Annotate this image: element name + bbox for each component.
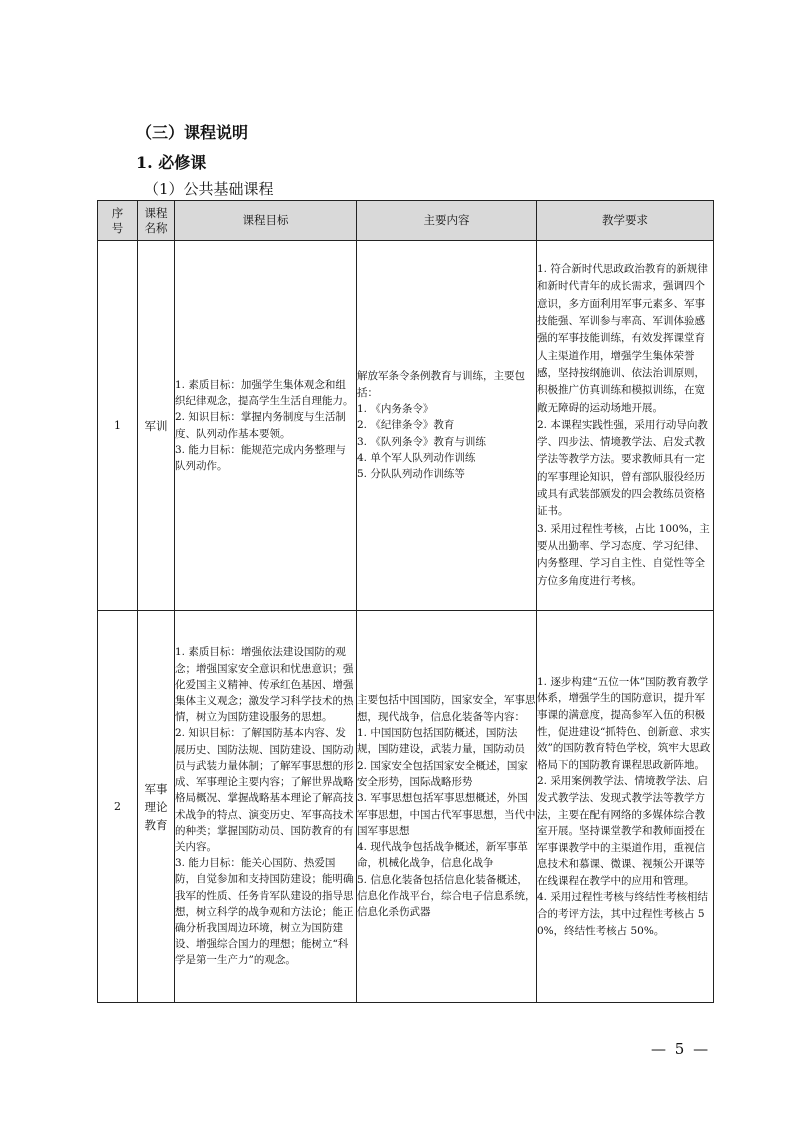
row-course-name: 军训 xyxy=(138,241,175,611)
header-index xyxy=(98,201,138,241)
content-item: 主要包括中国国防，国家安全，军事思想，现代战争，信息化装备等内容： xyxy=(357,694,536,723)
content-item: 3. 《队列条令》教育与训练 xyxy=(357,435,486,448)
requirement-item: 1. 符合新时代思政政治教育的新规律和新时代青年的成长需求，强调四个意识，多方面利用军事元素多、军事技能强、军训参与率高、军训体验感强的军事技能训练，有效发挥课堂育人主渠道作用，增强学生集体荣誉感，坚持按纲施训、依法治训原则，积极推广仿真训练和模拟训练，在宽敞无障碍的运动场地开展。 xyxy=(537,263,708,414)
requirement-item: 2. 采用案例教学法、情境教学法、启发式教学法、发现式教学法等教学方法，主要在配有网络的多媒体综合教室开展。坚持课堂教学和教师面授在军事课教学中的主渠道作用，重视信息技术和慕课、微课、视频公开课等在线课程在教学中的应用和管理。 xyxy=(537,775,708,887)
page-number: — 5 — xyxy=(651,1040,711,1058)
row-index: 1 xyxy=(98,241,138,611)
course-table xyxy=(97,200,714,1003)
content-item: 解放军条令条例教育与训练，主要包括： xyxy=(357,370,525,399)
content-item: 4. 单个军人队列动作训练 xyxy=(357,451,476,464)
content-item: 2. 《纪律条令》教育 xyxy=(357,419,455,432)
table-row xyxy=(98,611,714,1003)
content-item: 4. 现代战争包括战争概述，新军事革命，机械化战争，信息化战争 xyxy=(357,841,528,870)
table-header-row xyxy=(98,201,714,241)
goal-item: 2. 知识目标：掌握内务制度与生活制度、队列动作基本要领。 xyxy=(175,411,346,440)
header-requirements: 教学要求 xyxy=(537,201,714,241)
subsubsection-heading: （1）公共基础课程 xyxy=(144,180,274,198)
requirement-item: 1. 逐步构建“五位一体”国防教育教学体系，增强学生的国防意识，提升军事课的满意度，提高参军入伍的积极性，促进建设“抓特色、创新意、求实效”的国防教育特色学校，筑牢大思政格局下的国防教育课程思政新阵地。 xyxy=(537,675,711,771)
row-content xyxy=(357,241,537,611)
header-name xyxy=(138,201,175,241)
content-item: 5. 信息化装备包括信息化装备概述，信息化作战平台，综合电子信息系统，信息化杀伤武器 xyxy=(357,873,536,919)
content-item: 1. 中国国防包括国防概述，国防法规，国防建设，武装力量，国防动员 xyxy=(357,727,525,756)
goal-item: 1. 素质目标：加强学生集体观念和组织纪律观念，提高学生生活自理能力。 xyxy=(175,378,354,407)
content-item: 3. 军事思想包括军事思想概述，外国军事思想，中国古代军事思想，当代中国军事思想 xyxy=(357,792,536,837)
row-course-name-text: 军事理论教育 xyxy=(144,781,168,832)
goal-item: 1. 素质目标：增强依法建设国防的观念；增强国家安全意识和忧患意识；强化爱国主义精神、传承红色基因、增强集体主义观念；激发学习科学技术的热情，树立为国防建设服务的思想。 xyxy=(175,646,354,724)
content-item: 1. 《内务条令》 xyxy=(357,403,434,416)
row-goals xyxy=(175,611,357,1003)
content-item: 2. 国家安全包括国家安全概述，国家安全形势，国际战略形势 xyxy=(357,759,528,788)
row-goals xyxy=(175,241,357,611)
table-row xyxy=(98,241,714,611)
goal-item: 3. 能力目标：能规范完成内务整理与队列动作。 xyxy=(175,443,346,473)
content-item: 5. 分队队列动作训练等 xyxy=(357,468,465,481)
row-content xyxy=(357,611,537,1003)
header-goals: 课程目标 xyxy=(175,201,357,241)
section-heading: （三）课程说明 xyxy=(136,123,249,142)
header-content: 主要内容 xyxy=(357,201,537,241)
subsection-heading: 1. 必修课 xyxy=(136,153,207,172)
requirement-item: 3. 采用过程性考核，占比 100%，主要从出勤率、学习态度、学习纪律、内务整理、学习自主性、自觉性等全方位多角度进行考核。 xyxy=(537,522,710,587)
header-name-text: 课程名称 xyxy=(144,205,168,235)
row-requirements xyxy=(537,611,714,1003)
header-index-text: 序号 xyxy=(111,205,124,235)
row-course-name xyxy=(138,611,175,1003)
goal-item: 3. 能力目标：能关心国防、热爱国防，自觉参加和支持国防建设；能明确我军的性质、任务肯军队建设的指导思想，树立科学的战争观和方法论；能正确分析我国周边环境，树立为国防建设、增强综合国力的理想；能树立“科学是第一生产力”的观念。 xyxy=(175,857,354,967)
requirement-item: 4. 采用过程性考核与终结性考核相结合的考评方法，其中过程性考核占 50%，终结性考核占 50%。 xyxy=(537,891,708,937)
row-requirements xyxy=(537,241,714,611)
row-index: 2 xyxy=(98,611,138,1003)
goal-item: 2. 知识目标：了解国防基本内容、发展历史、国防法规、国防建设、国防动员与武装力量体制；了解军事思想的形成、军事理论主要内容；了解世界战略格局概况、掌握战略基本理论了解高技术战争的特点、演变历史、军事高技术的种类；掌握国防动员、国防教育的有关内容。 xyxy=(175,727,354,853)
requirement-item: 2. 本课程实践性强，采用行动导向教学、四步法、情境教学法、启发式教学法等教学方法。要求教师具有一定的军事理论知识，曾有部队服役经历或具有武装部颁发的四会教练员资格证书。 xyxy=(537,418,708,518)
